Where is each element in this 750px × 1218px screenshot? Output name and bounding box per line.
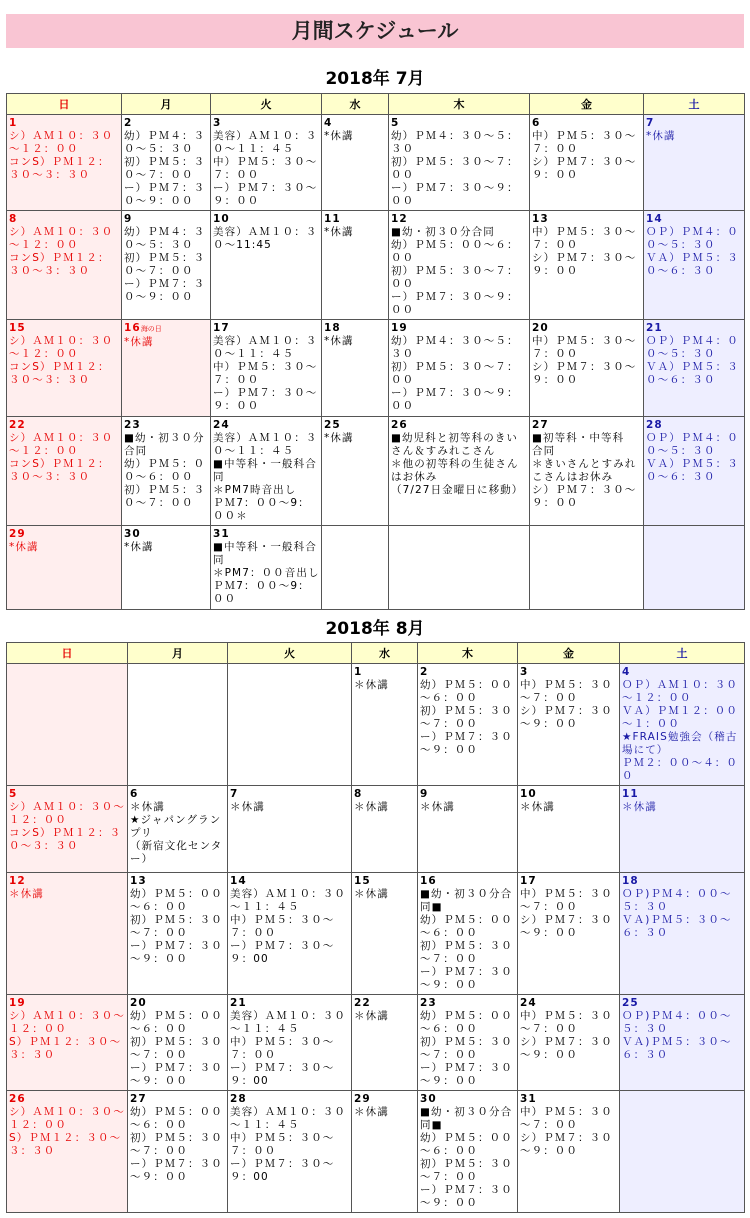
- day-cell: [518, 786, 620, 873]
- week-row: [7, 211, 745, 320]
- schedule-entry: 初）ＰＭ５：３０～７：００: [420, 1036, 513, 1061]
- august-heading: 2018年 8月: [325, 619, 425, 639]
- schedule-entry: シ）ＰＭ７：３０～９：００: [520, 914, 613, 939]
- schedule-entry: 初）ＰＭ５：３０～７：００: [420, 705, 513, 730]
- day-number: 26: [391, 419, 408, 431]
- day-cell: [389, 417, 530, 526]
- day-number: 6: [532, 117, 541, 129]
- schedule-entry: 中）ＰＭ５：３０～７：００: [213, 361, 318, 386]
- week-row: [7, 873, 745, 995]
- day-cell: [211, 526, 322, 610]
- day-number: 19: [391, 322, 408, 334]
- schedule-entry: 美容）ＡＭ１０：３０～１１：４５: [213, 335, 318, 360]
- schedule-entry: 幼）ＰＭ５：００～６：００: [420, 679, 513, 704]
- schedule-entry: シ）ＰＭ７：３０～９：００: [532, 156, 637, 181]
- schedule-entry: ■幼・初３０分合同■: [420, 1106, 513, 1131]
- schedule-entry: 中）ＰＭ５：３０～７：００: [230, 1036, 335, 1061]
- schedule-entry: 初）ＰＭ５：３０～７：００: [130, 914, 223, 939]
- schedule-entry: ＊休講: [354, 679, 389, 691]
- schedule-entry: 幼）ＰＭ５：００～６：００: [420, 914, 513, 939]
- day-cell: [352, 664, 418, 786]
- schedule-entry: 中）ＰＭ５：３０～７：００: [532, 130, 637, 155]
- page-title: 月間スケジュール: [6, 14, 744, 48]
- schedule-entry: ー）ＰＭ７：３０～９：００: [130, 940, 223, 965]
- day-cell: [418, 1091, 518, 1213]
- schedule-entry: 幼）ＰＭ４：３０～５：３０: [124, 226, 206, 251]
- schedule-entry: 美容）ＡＭ１０：３０～１１：４５: [230, 1010, 346, 1035]
- schedule-entry: ー）ＰＭ７：３０～９：００: [130, 1062, 223, 1087]
- schedule-entry: 中）ＰＭ５：３０～７：００: [532, 226, 637, 251]
- schedule-entry: ＊休講: [354, 888, 389, 900]
- day-cell: [352, 786, 418, 873]
- schedule-entry: 幼）ＰＭ５：００～６：００: [391, 239, 519, 264]
- schedule-entry: ＊休講: [354, 1106, 389, 1118]
- day-number: 23: [124, 419, 141, 431]
- day-cell: [620, 664, 745, 786]
- day-cell: [7, 786, 128, 873]
- schedule-entry: 幼）ＰＭ５：００～６：００: [420, 1010, 513, 1035]
- schedule-entry: ー）ＰＭ７：３０～９：００: [213, 182, 318, 207]
- day-number: 17: [520, 875, 537, 887]
- day-cell: [211, 417, 322, 526]
- day-number: 26: [9, 1093, 26, 1105]
- day-cell: [7, 995, 128, 1091]
- day-cell: [322, 417, 389, 526]
- schedule-entry: コンS）ＰＭ１２：３０～３：３０: [9, 827, 122, 852]
- day-cell: [620, 873, 745, 995]
- schedule-entry: *休講: [324, 335, 354, 347]
- day-number: 25: [324, 419, 341, 431]
- schedule-entry: ■幼・初３０分合同■: [420, 888, 513, 913]
- week-row: [7, 526, 745, 610]
- day-cell: [389, 526, 530, 610]
- day-number: 28: [646, 419, 663, 431]
- july-weekday-header: [7, 94, 745, 115]
- schedule-entry: ■幼・初３０分合同: [391, 226, 495, 238]
- schedule-entry: ＶＡ）ＰＭ５：３０～６：３０: [646, 361, 739, 386]
- day-cell: [530, 417, 644, 526]
- day-cell: [211, 211, 322, 320]
- day-cell: [322, 526, 389, 610]
- august-calendar: [6, 642, 745, 1213]
- week-row: [7, 417, 745, 526]
- day-number: 16: [420, 875, 437, 887]
- day-cell: [7, 320, 122, 417]
- day-cell: [128, 1091, 228, 1213]
- day-number: 11: [622, 788, 639, 800]
- day-cell: [122, 115, 211, 211]
- schedule-entry: 初）ＰＭ５：３０～７：００: [130, 1036, 223, 1061]
- weekday-header: 火: [228, 643, 352, 664]
- day-cell: [122, 320, 211, 417]
- day-number: 15: [354, 875, 371, 887]
- day-cell: [7, 417, 122, 526]
- schedule-entry: シ）ＰＭ７：３０～９：００: [520, 705, 613, 730]
- schedule-entry: シ）ＰＭ７：３０～９：００: [532, 252, 637, 277]
- weekday-header: 木: [389, 94, 530, 115]
- day-number: 12: [9, 875, 26, 887]
- schedule-entry: ＶＡ）ＰＭ５：３０～６：３０: [646, 458, 739, 483]
- schedule-entry: ＊休講: [230, 801, 265, 813]
- august-weekday-header: [7, 643, 745, 664]
- day-cell: [352, 1091, 418, 1213]
- day-cell: [644, 526, 745, 610]
- schedule-entry: *休講: [9, 541, 39, 553]
- schedule-entry: シ）ＰＭ７：３０～９：００: [532, 361, 637, 386]
- schedule-entry: *休講: [646, 130, 676, 142]
- schedule-entry: ー）ＰＭ７：３０～９：００: [420, 1062, 513, 1087]
- weekday-header: 金: [518, 643, 620, 664]
- day-number: 11: [324, 213, 341, 225]
- schedule-entry: S）ＰＭ１２：３０～３：３０: [9, 1132, 122, 1157]
- schedule-entry: ー）ＰＭ７：３０～９：００: [124, 182, 206, 207]
- weekday-header: 木: [418, 643, 518, 664]
- schedule-entry: ＊休講: [520, 801, 555, 813]
- day-number: 14: [230, 875, 247, 887]
- day-cell: [228, 786, 352, 873]
- schedule-entry: ＊休講: [622, 801, 657, 813]
- schedule-entry: シ）ＡＭ１０：３０～１２：００: [9, 226, 114, 251]
- schedule-entry: ＊休講: [130, 801, 165, 813]
- day-cell: [644, 417, 745, 526]
- schedule-entry: 初）ＰＭ５：３０～７：００: [420, 1158, 513, 1183]
- schedule-entry: 初）ＰＭ５：３０～７：００: [391, 156, 519, 181]
- day-cell: [644, 211, 745, 320]
- day-cell: [7, 664, 128, 786]
- schedule-entry: ＯＰ）ＡＭ１０：３０～１２：００: [622, 679, 738, 704]
- day-cell: [128, 995, 228, 1091]
- schedule-entry: シ）ＡＭ１０：３０～１２：００: [9, 1106, 125, 1131]
- schedule-entry: ＯＰ)ＰＭ４：００～５：３０: [622, 1010, 732, 1035]
- schedule-entry: シ）ＡＭ１０：３０～１２：００: [9, 801, 125, 826]
- day-number: 24: [520, 997, 537, 1009]
- schedule-entry: 幼）ＰＭ５：００～６：００: [420, 1132, 513, 1157]
- schedule-entry: ＊PM7：００音出し: [213, 567, 320, 579]
- day-cell: [518, 664, 620, 786]
- day-number: 7: [646, 117, 655, 129]
- day-number: 22: [354, 997, 371, 1009]
- day-number: 23: [420, 997, 437, 1009]
- day-number: 12: [391, 213, 408, 225]
- weekday-header: 日: [7, 94, 122, 115]
- day-number: 15: [9, 322, 26, 334]
- schedule-entry: 中）ＰＭ５：３０～７：００: [213, 156, 318, 181]
- day-cell: [128, 664, 228, 786]
- schedule-entry: ■幼児科と初等科のきいさん＆すみれこさん: [391, 432, 519, 457]
- schedule-entry: シ）ＰＭ７：３０～９：００: [520, 1036, 613, 1061]
- day-cell: [128, 873, 228, 995]
- schedule-entry: 幼）ＰＭ４：３０～５：３０: [124, 130, 206, 155]
- schedule-entry: 初）ＰＭ５：３０～７：００: [124, 252, 206, 277]
- schedule-entry: ー）ＰＭ７：３０～９：００: [391, 182, 519, 207]
- day-number: 9: [124, 213, 133, 225]
- schedule-entry: （7/27日金曜日に移動）: [391, 484, 524, 496]
- day-number: 10: [213, 213, 230, 225]
- day-number: 31: [213, 528, 230, 540]
- day-cell: [352, 873, 418, 995]
- schedule-entry: ー）ＰＭ７：３０～９：００: [124, 278, 206, 303]
- day-number: 29: [354, 1093, 371, 1105]
- day-number: 21: [646, 322, 663, 334]
- schedule-entry: ー）ＰＭ７：３０～９：００: [391, 387, 519, 412]
- day-cell: [228, 995, 352, 1091]
- day-cell: [122, 526, 211, 610]
- schedule-entry: ■中等科・一般科合同: [213, 541, 317, 566]
- schedule-entry: 幼）ＰＭ５：００～６：００: [130, 1106, 223, 1131]
- weekday-header: 水: [352, 643, 418, 664]
- day-number: 8: [9, 213, 18, 225]
- week-row: [7, 115, 745, 211]
- schedule-entry: 美容）ＡＭ１０：３０～１１：４５: [230, 1106, 346, 1131]
- schedule-entry: ＶＡ)ＰＭ５：３０～６：３０: [622, 1036, 732, 1061]
- schedule-entry: 初）ＰＭ５：３０～７：００: [391, 265, 519, 290]
- day-number: 8: [354, 788, 363, 800]
- day-cell: [518, 1091, 620, 1213]
- weekday-header: 日: [7, 643, 128, 664]
- july-calendar: [6, 93, 745, 610]
- schedule-entry: 中）ＰＭ５：３０～７：００: [230, 1132, 335, 1157]
- schedule-entry: ー）ＰＭ７：３０～９：００: [420, 1184, 513, 1209]
- schedule-entry: ■初等科・中等科 合同: [532, 432, 636, 457]
- day-cell: [7, 211, 122, 320]
- schedule-entry: *休講: [324, 432, 354, 444]
- day-number: 3: [213, 117, 222, 129]
- schedule-entry: 初）ＰＭ５：３０～７：００: [391, 361, 519, 386]
- day-cell: [211, 320, 322, 417]
- day-number: 9: [420, 788, 429, 800]
- schedule-entry: 初）ＰＭ５：３０～７：００: [124, 156, 206, 181]
- schedule-entry: コンS）ＰＭ１２：３０～３：３０: [9, 156, 110, 181]
- schedule-entry: *休講: [124, 336, 154, 348]
- schedule-entry: コンS）ＰＭ１２：３０～３：３０: [9, 458, 110, 483]
- day-number: 30: [124, 528, 141, 540]
- schedule-entry: ＶＡ）ＰＭ１２：００～１：００: [622, 705, 738, 730]
- day-number: 16: [124, 322, 141, 334]
- day-cell: [7, 115, 122, 211]
- schedule-entry: 美容）ＡＭ１０：３０～１１：４５: [230, 888, 346, 913]
- schedule-entry: 幼）ＰＭ５：００～６：００: [124, 458, 206, 483]
- schedule-entry: *休講: [324, 130, 354, 142]
- day-number: 20: [130, 997, 147, 1009]
- day-cell: [418, 873, 518, 995]
- schedule-entry: コンS）ＰＭ１２：３０～３：３０: [9, 361, 110, 386]
- day-number: 27: [130, 1093, 147, 1105]
- schedule-entry: ＶＡ）ＰＭ５：３０～６：３０: [646, 252, 739, 277]
- weekday-header: 月: [122, 94, 211, 115]
- week-row: [7, 786, 745, 873]
- day-cell: [518, 873, 620, 995]
- day-cell: [322, 115, 389, 211]
- schedule-entry: ■幼・初３０分合同: [124, 432, 205, 457]
- schedule-entry: 中）ＰＭ５：３０～７：００: [520, 888, 613, 913]
- schedule-entry: ＯＰ)ＰＭ４：００～５：３０: [622, 888, 732, 913]
- weekday-header: 月: [128, 643, 228, 664]
- day-number: 7: [230, 788, 239, 800]
- week-row: [7, 995, 745, 1091]
- day-cell: [228, 1091, 352, 1213]
- day-cell: [7, 873, 128, 995]
- schedule-entry: 美容）ＡＭ１０：３０～１１：４５: [213, 432, 318, 457]
- july-heading: 2018年 7月: [325, 69, 425, 89]
- schedule-entry: シ）ＡＭ１０：３０～１２：００: [9, 335, 114, 360]
- schedule-entry: ＰＭ7：００～9：００: [213, 580, 310, 605]
- day-cell: [211, 115, 322, 211]
- day-number: 2: [420, 666, 429, 678]
- schedule-entry: ＊休講: [354, 801, 389, 813]
- weekday-header: 火: [211, 94, 322, 115]
- day-cell: [7, 526, 122, 610]
- schedule-entry: *休講: [324, 226, 354, 238]
- day-number: 29: [9, 528, 26, 540]
- schedule-entry: 中）ＰＭ５：３０～７：００: [520, 1106, 613, 1131]
- day-cell: [620, 786, 745, 873]
- schedule-entry: ー）ＰＭ７：３０～９：００: [420, 966, 513, 991]
- schedule-entry: （新宿文化センター）: [130, 840, 223, 865]
- day-cell: [418, 786, 518, 873]
- day-number: 13: [532, 213, 549, 225]
- schedule-entry: *休講: [124, 541, 154, 553]
- day-cell: [644, 115, 745, 211]
- schedule-entry: ＊休講: [354, 1010, 389, 1022]
- day-cell: [389, 211, 530, 320]
- schedule-entry: ■中等科・一般科合同: [213, 458, 317, 483]
- schedule-entry: ー）ＰＭ７：３０～９：00: [230, 1158, 335, 1183]
- schedule-entry: 幼）ＰＭ４：３０～５：３０: [391, 335, 519, 360]
- day-number: 4: [622, 666, 631, 678]
- day-number: 31: [520, 1093, 537, 1105]
- schedule-entry: ー）ＰＭ７：３０～９：００: [420, 731, 513, 756]
- day-cell: [122, 211, 211, 320]
- schedule-entry: ー）ＰＭ７：３０～９：００: [130, 1158, 223, 1183]
- week-row: [7, 664, 745, 786]
- day-cell: [518, 995, 620, 1091]
- schedule-entry: シ）ＡＭ１０：３０～１２：００: [9, 432, 114, 457]
- day-number: 27: [532, 419, 549, 431]
- day-number: 6: [130, 788, 139, 800]
- day-number: 21: [230, 997, 247, 1009]
- schedule-entry: 初）ＰＭ５：３０～７：００: [124, 484, 206, 509]
- day-cell: [418, 664, 518, 786]
- day-number: 5: [391, 117, 400, 129]
- day-cell: [389, 115, 530, 211]
- day-cell: [530, 320, 644, 417]
- weekday-header: 土: [620, 643, 745, 664]
- day-number: 1: [9, 117, 18, 129]
- day-cell: [228, 873, 352, 995]
- day-number: 4: [324, 117, 333, 129]
- day-number: 24: [213, 419, 230, 431]
- schedule-entry: ＯＰ）ＰＭ４：００～５：３０: [646, 335, 739, 360]
- schedule-entry: 中）ＰＭ５：３０～７：００: [520, 1010, 613, 1035]
- day-cell: [644, 320, 745, 417]
- day-number: 20: [532, 322, 549, 334]
- day-cell: [7, 1091, 128, 1213]
- day-number: 3: [520, 666, 529, 678]
- day-number: 18: [622, 875, 639, 887]
- weekday-header: 土: [644, 94, 745, 115]
- schedule-entry: 幼）ＰＭ５：００～６：００: [130, 1010, 223, 1035]
- schedule-entry: ＰＭ２：００～４：００: [622, 757, 738, 782]
- schedule-entry: シ）ＡＭ１０：３０～１２：００: [9, 130, 114, 155]
- schedule-entry: ＊休講: [9, 888, 44, 900]
- day-cell: [352, 995, 418, 1091]
- day-number: 30: [420, 1093, 437, 1105]
- schedule-entry: ＊PM7時音出し: [213, 484, 297, 496]
- schedule-entry: ＯＰ）ＰＭ４：００～５：３０: [646, 432, 739, 457]
- schedule-entry: ＊きいさんとすみれこさんはお休み: [532, 458, 637, 483]
- day-number: 5: [9, 788, 18, 800]
- day-cell: [122, 417, 211, 526]
- day-number: 1: [354, 666, 363, 678]
- week-row: [7, 320, 745, 417]
- day-number: 28: [230, 1093, 247, 1105]
- schedule-entry: ＊他の初等科の生徒さんはお休み: [391, 458, 519, 483]
- weekday-header: 水: [322, 94, 389, 115]
- schedule-entry: 初）ＰＭ５：３０～７：００: [130, 1132, 223, 1157]
- day-number: 18: [324, 322, 341, 334]
- schedule-entry: S）ＰＭ１２：３０～３：３０: [9, 1036, 122, 1061]
- schedule-entry: ー）ＰＭ７：３０～９：００: [213, 387, 318, 412]
- schedule-entry: 幼）ＰＭ５：００～６：００: [130, 888, 223, 913]
- day-cell: [530, 211, 644, 320]
- schedule-entry: ＊休講: [420, 801, 455, 813]
- day-cell: [322, 211, 389, 320]
- schedule-entry: 中）ＰＭ５：３０～７：００: [520, 679, 613, 704]
- day-number: 2: [124, 117, 133, 129]
- schedule-entry: 美容）ＡＭ１０：３０～11:45: [213, 226, 318, 251]
- schedule-entry: ー）ＰＭ７：３０～９：00: [230, 940, 335, 965]
- schedule-entry: ー）ＰＭ７：３０～９：００: [391, 291, 519, 316]
- schedule-entry: シ）ＰＭ７：３０～９：００: [520, 1132, 613, 1157]
- day-cell: [418, 995, 518, 1091]
- schedule-entry: コンS）ＰＭ１２：３０～３：３０: [9, 252, 110, 277]
- schedule-entry: ＰＭ7：００～9：００＊: [213, 497, 310, 522]
- day-number: 14: [646, 213, 663, 225]
- day-cell: [128, 786, 228, 873]
- day-cell: [389, 320, 530, 417]
- schedule-entry: ー）ＰＭ７：３０～９：00: [230, 1062, 335, 1087]
- schedule-entry: シ）ＰＭ７：３０～９：００: [532, 484, 637, 509]
- schedule-entry: ★ジャパングランプリ: [130, 814, 222, 839]
- day-cell: [322, 320, 389, 417]
- schedule-entry: シ）ＡＭ１０：３０～１２：００: [9, 1010, 125, 1035]
- holiday-label: 海の日: [140, 325, 162, 333]
- day-cell: [620, 995, 745, 1091]
- day-number: 17: [213, 322, 230, 334]
- week-row: [7, 1091, 745, 1213]
- day-number: 25: [622, 997, 639, 1009]
- day-number: 10: [520, 788, 537, 800]
- schedule-entry: 初）ＰＭ５：３０～７：００: [420, 940, 513, 965]
- day-cell: [620, 1091, 745, 1213]
- schedule-entry: ＯＰ）ＰＭ４：００～５：３０: [646, 226, 739, 251]
- schedule-entry: 美容）ＡＭ１０：３０～１１：４５: [213, 130, 318, 155]
- day-number: 19: [9, 997, 26, 1009]
- day-cell: [228, 664, 352, 786]
- schedule-entry: ★FRAIS勉強会（稽古場にて）: [622, 731, 738, 756]
- day-cell: [530, 115, 644, 211]
- schedule-entry: ＶＡ)ＰＭ５：３０～６：３０: [622, 914, 732, 939]
- schedule-entry: 中）ＰＭ５：３０～７：００: [532, 335, 637, 360]
- day-cell: [530, 526, 644, 610]
- schedule-entry: 中）ＰＭ５：３０～７：００: [230, 914, 335, 939]
- weekday-header: 金: [530, 94, 644, 115]
- day-number: 22: [9, 419, 26, 431]
- day-number: 13: [130, 875, 147, 887]
- schedule-entry: 幼）ＰＭ４：３０～５：３０: [391, 130, 519, 155]
